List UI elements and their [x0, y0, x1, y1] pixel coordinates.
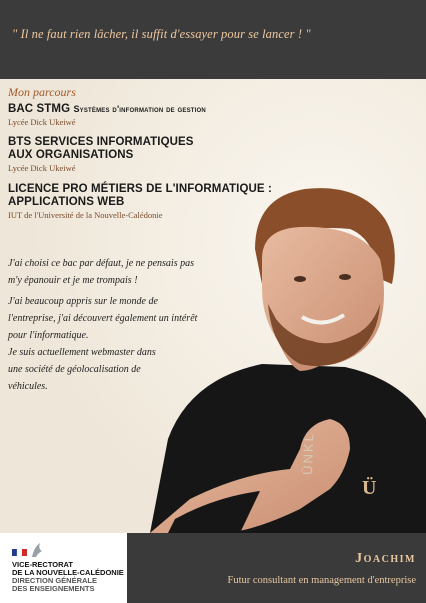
quote-text: " Il ne faut rien lâcher, il suffit d'essayer pour se lancer ! " — [12, 27, 311, 41]
shirt-logo: Ü — [362, 477, 377, 499]
name-panel — [127, 533, 426, 603]
school-bts: Lycée Dick Ukeiwé — [8, 163, 76, 173]
story-line-7: une société de géolocalisation de — [8, 364, 141, 375]
logo-line-3: DIRECTION GÉNÉRALE — [12, 576, 98, 585]
story-line-4: l'entreprise, j'ai découvert également un intérêt — [8, 313, 198, 324]
degree-licence-line1: LICENCE PRO MÉTIERS DE L'INFORMATIQUE : — [8, 183, 272, 195]
degree-licence-line2: APPLICATIONS WEB — [8, 196, 125, 208]
story-line-8: véhicules. — [8, 381, 48, 392]
logo-line-2: DE LA NOUVELLE-CALÉDONIE — [12, 568, 124, 577]
degree-bac-title — [8, 103, 206, 116]
school-bac: Lycée Dick Ukeiwé — [8, 117, 76, 127]
person-role: Futur consultant en management d'entreprise — [227, 575, 416, 586]
story-line-2: m'y épanouir et je me trompais ! — [8, 275, 138, 286]
story-line-3: J'ai beaucoup appris sur le monde de — [8, 296, 158, 307]
shirt-print: ÜNKL — [300, 431, 317, 476]
degree-bac-main: BAC STMG — [8, 103, 71, 115]
story-line-1: J'ai choisi ce bac par défaut, je ne pensais pas — [8, 258, 194, 269]
person-name: Joachim — [355, 551, 416, 566]
logo-line-1: VICE-RECTORAT — [12, 560, 73, 569]
logo-line-4: DES ENSEIGNEMENTS — [12, 584, 95, 593]
school-licence: IUT de l'Université de la Nouvelle-Calédonie — [8, 210, 163, 220]
degree-bac-sub: Systèmes d'information de gestion — [73, 104, 206, 114]
story-line-6: Je suis actuellement webmaster dans — [8, 347, 156, 358]
main-panel — [0, 79, 426, 533]
marianne-logo-icon — [12, 541, 46, 559]
story-line-5: pour l'informatique. — [8, 330, 89, 341]
degree-bts-line1: BTS SERVICES INFORMATIQUES — [8, 136, 194, 148]
degree-bts-line2: AUX ORGANISATIONS — [8, 149, 134, 161]
parcours-title: Mon parcours — [8, 85, 76, 99]
